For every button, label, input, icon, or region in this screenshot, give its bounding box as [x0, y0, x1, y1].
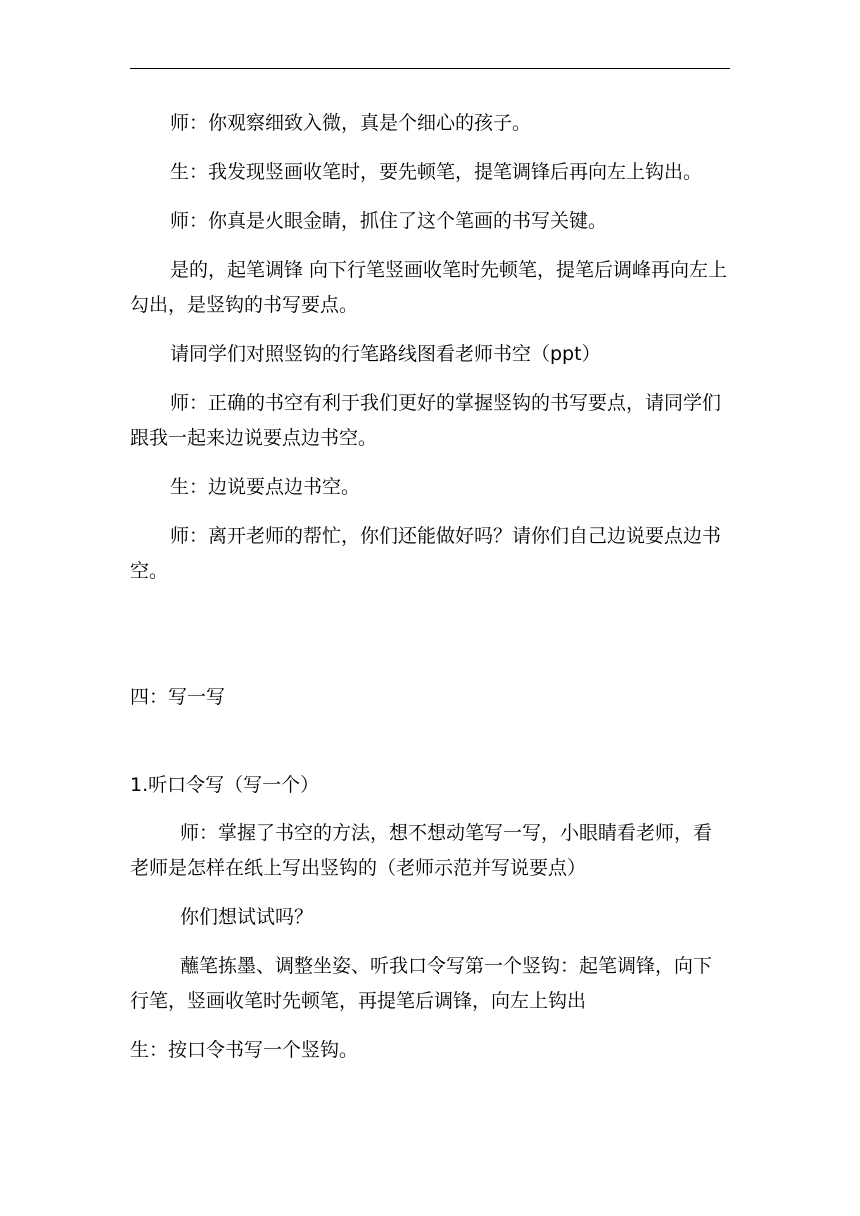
paragraph-teacher-praise-key: 师：你真是火眼金睛，抓住了这个笔画的书写关键。 — [170, 210, 608, 232]
section-heading-write: 四：写一写 — [130, 686, 226, 708]
paragraph-student-air-writing: 生：边说要点边书空。 — [170, 476, 361, 498]
paragraph-try-question: 你们想试试吗？ — [180, 906, 314, 928]
paragraph-ppt-instruction: 请同学们对照竖钩的行笔路线图看老师书空（ppt） — [170, 343, 601, 365]
header-rule — [130, 68, 730, 69]
paragraph-dictation-steps: 蘸笔拣墨、调整坐姿、听我口令写第一个竖钩：起笔调锋，向下行笔，竖画收笔时先顿笔，再提笔后调锋，向左上钩出 — [130, 955, 713, 1012]
paragraph-student-finding: 生：我发现竖画收笔时，要先顿笔，提笔调锋后再向左上钩出。 — [170, 161, 703, 183]
paragraph-teacher-demonstration: 师：掌握了书空的方法，想不想动笔写一写，小眼睛看老师，看老师是怎样在纸上写出竖钩的（老师示范并写说要点） — [130, 822, 713, 879]
paragraph-teacher-air-writing: 师：正确的书空有利于我们更好的掌握竖钩的书写要点，请同学们跟我一起来边说要点边书空。 — [130, 392, 722, 449]
paragraph-student-writes: 生：按口令书写一个竖钩。 — [130, 1039, 359, 1061]
paragraph-writing-points: 是的，起笔调锋 向下行笔竖画收笔时先顿笔，提笔后调峰再向左上勾出，是竖钩的书写要点。 — [130, 259, 728, 316]
subsection-heading-dictation: 1.听口令写（写一个） — [130, 774, 320, 796]
paragraph-teacher-independent: 师：离开老师的帮忙，你们还能做好吗？请你们自己边说要点边书空。 — [130, 525, 722, 582]
paragraph-teacher-praise-observation: 师：你观察细致入微，真是个细心的孩子。 — [170, 112, 532, 134]
